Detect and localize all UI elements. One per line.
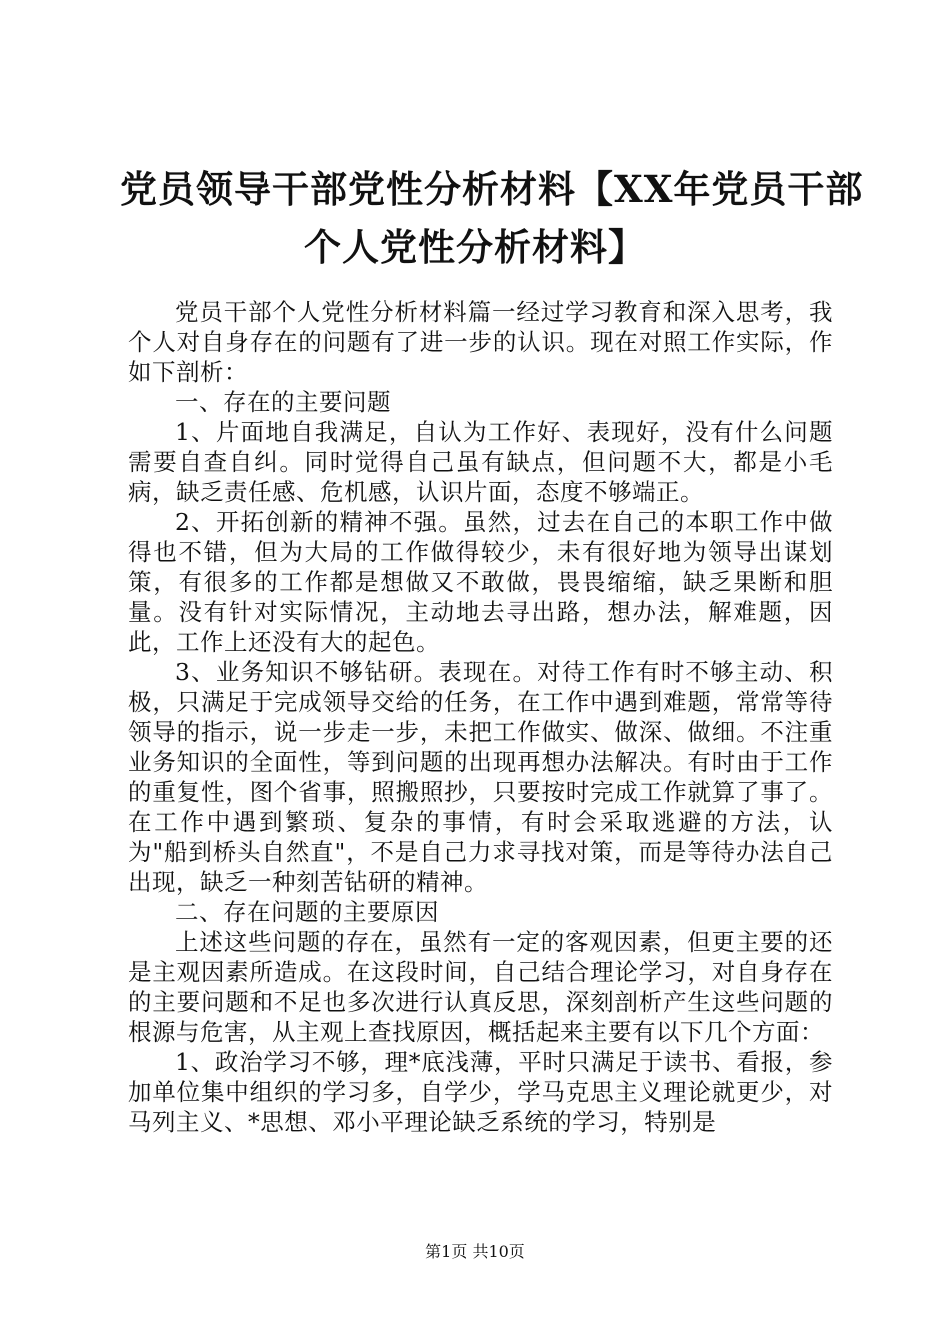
section-heading-1: 一、存在的主要问题 — [175, 388, 391, 416]
document-body — [128, 297, 833, 1137]
paragraph-causes-intro: 上述这些问题的存在，虽然有一定的客观因素，但更主要的还是主观因素所造成。在这段时间，自己结合理论学习，对自身存在的主要问题和不足也多次进行认真反思，深刻剖析产生这些问题的根源与危害，从主观上查找原因，概括起来主要有以下几个方面： — [128, 928, 833, 1046]
section-heading-2: 二、存在问题的主要原因 — [175, 898, 439, 926]
title-line-1: 党员领导干部党性分析材料【XX年党员干部 — [120, 167, 864, 211]
paragraph-problem-2: 2、开拓创新的精神不强。虽然，过去在自己的本职工作中做得也不错，但为大局的工作做得较少，未有很好地为领导出谋划策，有很多的工作都是想做又不敢做，畏畏缩缩，缺乏果断和胆量。没有针对实际情况，主动地去寻出路，想办法，解难题，因此，工作上还没有大的起色。 — [128, 508, 833, 656]
page-footer: 第1页 共10页 — [425, 1242, 525, 1261]
paragraph-cause-1: 1、政治学习不够，理*底浅薄，平时只满足于读书、看报，参加单位集中组织的学习多，自学少，学马克思主义理论就更少，对马列主义、*思想、邓小平理论缺乏系统的学习，特别是 — [128, 1048, 833, 1136]
title-line-2: 个人党性分析材料】 — [304, 225, 646, 269]
paragraph-problem-1: 1、片面地自我满足，自认为工作好、表现好，没有什么问题需要自查自纠。同时觉得自己虽有缺点，但问题不大，都是小毛病，缺乏责任感、危机感，认识片面，态度不够端正。 — [128, 418, 833, 506]
paragraph-problem-3: 3、业务知识不够钻研。表现在。对待工作有时不够主动、积极，只满足于完成领导交给的任务，在工作中遇到难题，常常等待领导的指示，说一步走一步，未把工作做实、做深、做细。不注重业务知识的全面性，等到问题的出现再想办法解决。有时由于工作的重复性，图个省事，照搬照抄，只要按时完成工作就算了事了。在工作中遇到繁琐、复杂的事情，有时会采取逃避的方法，认为"船到桥头自然直"，不是自己力求寻找对策，而是等待办法自己出现，缺乏一种刻苦钻研的精神。 — [128, 658, 833, 896]
paragraph-intro: 党员干部个人党性分析材料篇一经过学习教育和深入思考，我个人对自身存在的问题有了进一步的认识。现在对照工作实际，作如下剖析： — [128, 298, 833, 386]
document-title — [120, 160, 864, 276]
